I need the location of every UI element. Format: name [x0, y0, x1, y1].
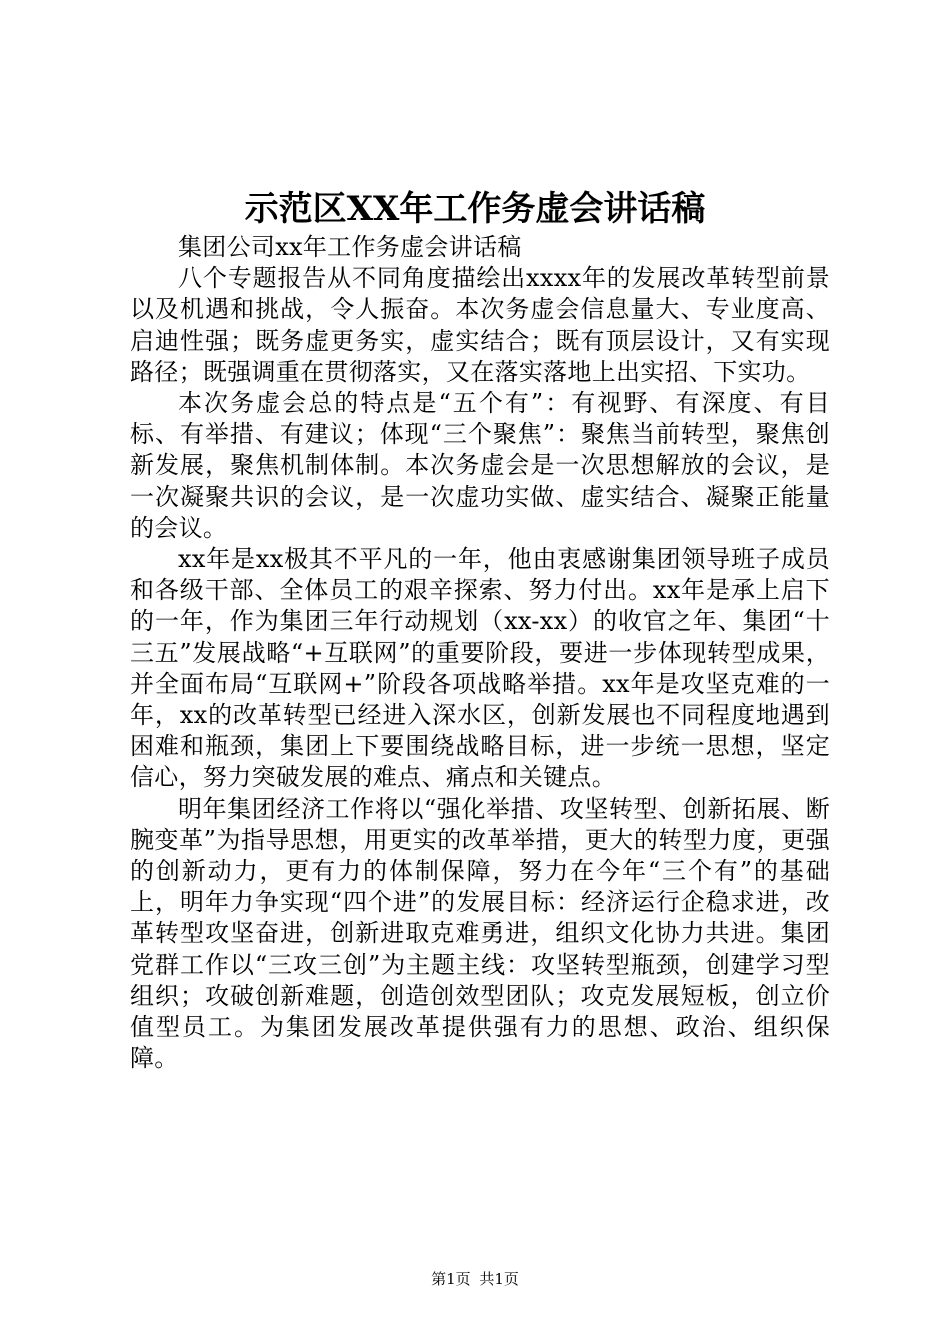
document-body	[130, 232, 830, 1074]
page-number: 第1页	[431, 1270, 471, 1288]
document-title: 示范区XX年工作务虚会讲话稿	[244, 189, 706, 229]
paragraph-2: 本次务虚会总的特点是“五个有”：有视野、有深度、有目标、有举措、有建议；体现“三个聚焦”：聚焦当前转型，聚焦创新发展，聚焦机制体制。本次务虚会是一次思想解放的会议，是一次凝聚共识的会议，是一次虚功实做、虚实结合、凝聚正能量的会议。	[130, 389, 830, 542]
paragraph-3: xx年是xx极其不平凡的一年，他由衷感谢集团领导班子成员和各级干部、全体员工的艰辛探索、努力付出。xx年是承上启下的一年，作为集团三年行动规划（xx-xx）的收官之年、集团“十三五”发展战略“+互联网”的重要阶段，要进一步体现转型成果，并全面布局“互联网+”阶段各项战略举措。xx年是攻坚克难的一年，xx的改革转型已经进入深水区，创新发展也不同程度地遇到困难和瓶颈，集团上下要围绕战略目标，进一步统一思想，坚定信心，努力突破发展的难点、痛点和关键点。	[130, 545, 830, 792]
subtitle-line: 集团公司xx年工作务虚会讲话稿	[178, 233, 522, 261]
page-total: 共1页	[479, 1270, 519, 1288]
paragraph-1: 八个专题报告从不同角度描绘出xxxx年的发展改革转型前景以及机遇和挑战，令人振奋。本次务虚会信息量大、专业度高、启迪性强；既务虚更务实，虚实结合；既有顶层设计，又有实现路径；既强调重在贯彻落实，又在落实落地上出实招、下实功。	[130, 264, 830, 386]
paragraph-4: 明年集团经济工作将以“强化举措、攻坚转型、创新拓展、断腕变革”为指导思想，用更实的改革举措，更大的转型力度，更强的创新动力，更有力的体制保障，努力在今年“三个有”的基础上，明年力争实现“四个进”的发展目标：经济运行企稳求进，改革转型攻坚奋进，创新进取克难勇进，组织文化协力共进。集团党群工作以“三攻三创”为主题主线：攻坚转型瓶颈，创建学习型组织；攻破创新难题，创造创效型团队；攻克发展短板，创立价值型员工。为集团发展改革提供强有力的思想、政治、组织保障。	[130, 794, 830, 1073]
page-footer	[0, 1269, 950, 1289]
